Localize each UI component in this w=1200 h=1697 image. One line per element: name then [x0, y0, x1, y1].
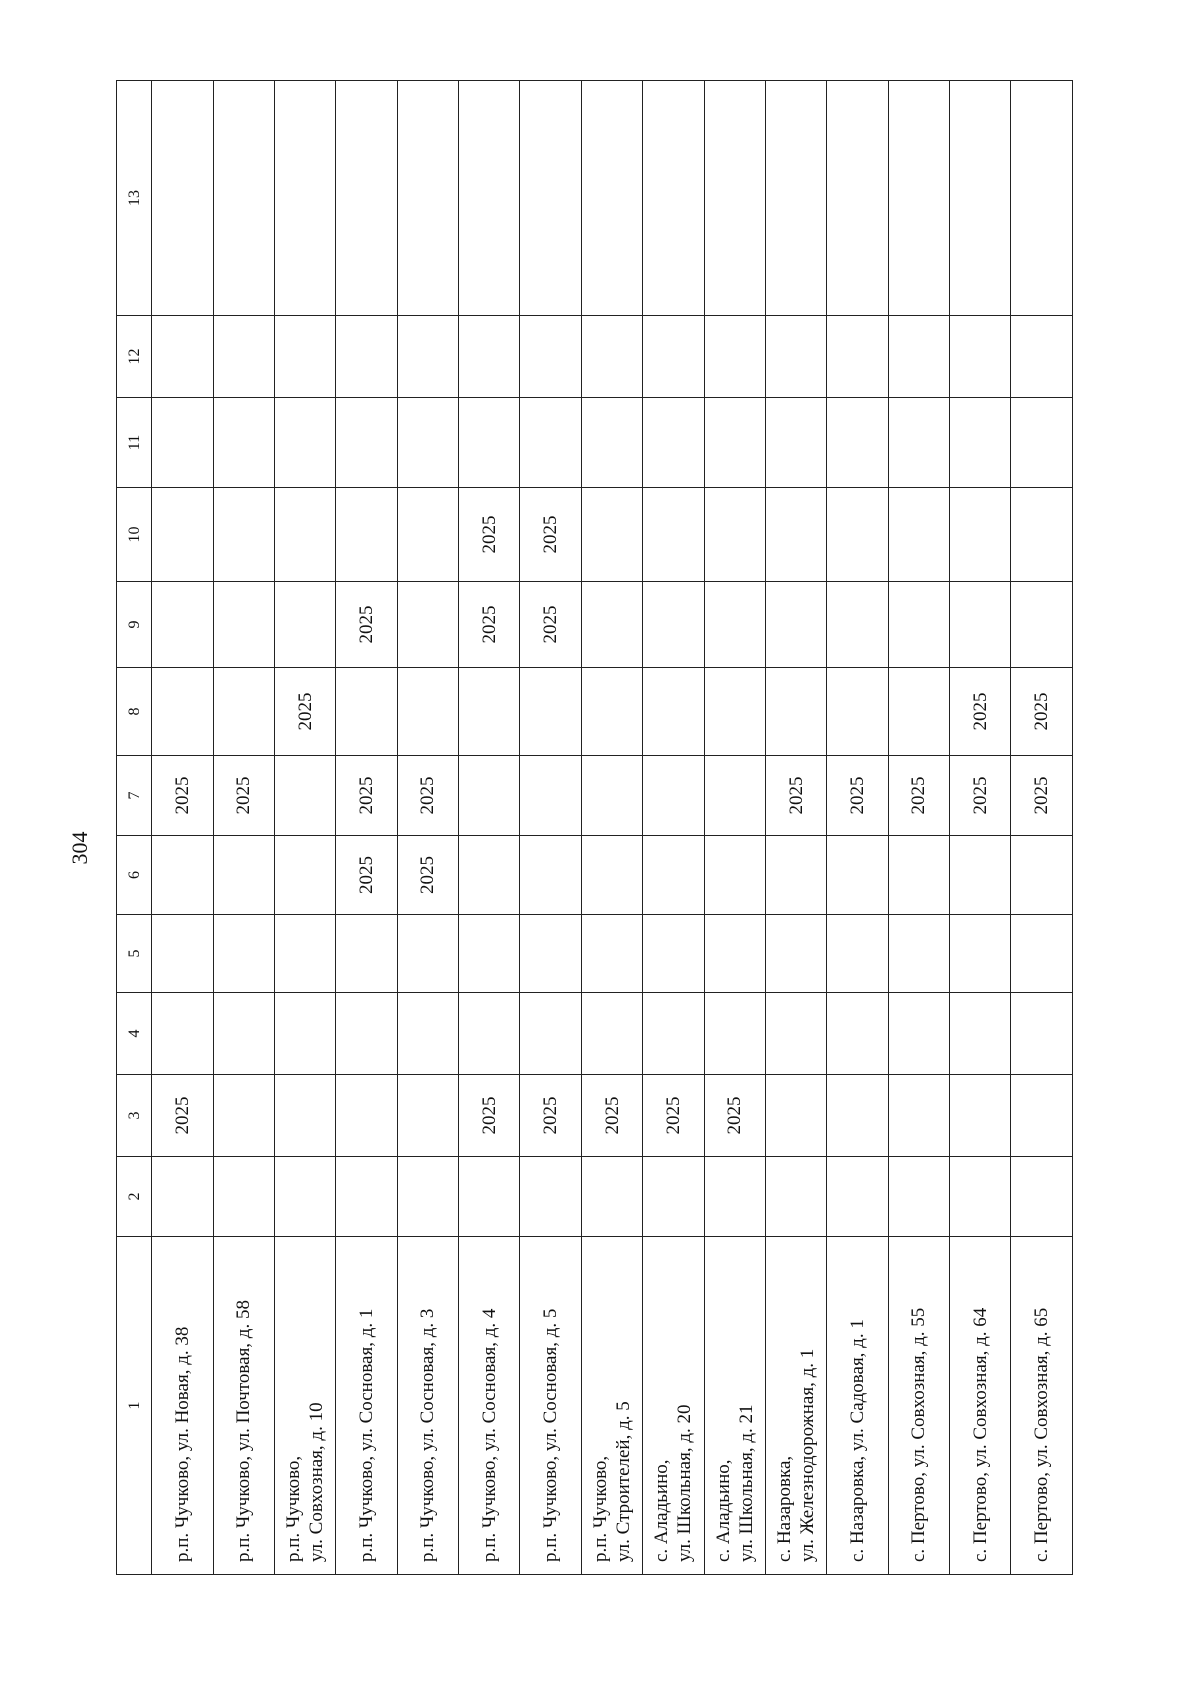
year-cell-col-2 [397, 1157, 458, 1237]
year-cell-col-10 [581, 488, 642, 582]
year-cell-col-2 [581, 1157, 642, 1237]
table-row [336, 81, 397, 1575]
column-number-2: 2 [117, 1157, 152, 1237]
year-cell-col-12 [397, 316, 458, 398]
header-row [117, 81, 152, 1575]
year-cell-col-6 [274, 836, 335, 915]
year-cell-col-4 [581, 993, 642, 1075]
year-cell-col-13 [520, 81, 581, 316]
year-cell-col-2 [765, 1157, 826, 1237]
year-cell-col-6 [643, 836, 704, 915]
year-cell-col-7 [581, 756, 642, 836]
address-cell: с. Пертово, ул. Совхозная, д. 55 [888, 1237, 949, 1575]
year-cell-col-11 [520, 398, 581, 488]
year-cell-col-13 [397, 81, 458, 316]
year-cell-col-9 [1011, 582, 1073, 668]
year-cell-col-7: 2025 [152, 756, 213, 836]
year-cell-col-6 [765, 836, 826, 915]
year-cell-col-8 [827, 668, 888, 756]
rotated-table-container [116, 101, 1073, 1575]
year-cell-col-9 [765, 582, 826, 668]
year-cell-col-10 [704, 488, 765, 582]
year-cell-col-9 [704, 582, 765, 668]
column-number-1: 1 [117, 1237, 152, 1575]
year-cell-col-7: 2025 [888, 756, 949, 836]
year-cell-col-9 [213, 582, 274, 668]
year-cell-col-9 [643, 582, 704, 668]
table-row [827, 81, 888, 1575]
year-cell-col-3 [765, 1075, 826, 1157]
year-cell-col-12 [581, 316, 642, 398]
column-number-12: 12 [117, 316, 152, 398]
year-cell-col-6 [581, 836, 642, 915]
column-number-8: 8 [117, 668, 152, 756]
year-cell-col-10 [643, 488, 704, 582]
year-cell-col-11 [888, 398, 949, 488]
year-cell-col-2 [213, 1157, 274, 1237]
year-cell-col-6 [520, 836, 581, 915]
year-cell-col-11 [827, 398, 888, 488]
year-cell-col-8 [152, 668, 213, 756]
year-cell-col-5 [520, 915, 581, 993]
year-cell-col-6: 2025 [397, 836, 458, 915]
year-cell-col-8: 2025 [950, 668, 1011, 756]
year-cell-col-13 [1011, 81, 1073, 316]
year-cell-col-11 [397, 398, 458, 488]
column-number-3: 3 [117, 1075, 152, 1157]
year-cell-col-10 [213, 488, 274, 582]
year-cell-col-12 [888, 316, 949, 398]
year-cell-col-5 [827, 915, 888, 993]
column-number-13: 13 [117, 81, 152, 316]
column-number-11: 11 [117, 398, 152, 488]
year-cell-col-7: 2025 [336, 756, 397, 836]
year-cell-col-5 [274, 915, 335, 993]
year-cell-col-10 [397, 488, 458, 582]
year-cell-col-4 [459, 993, 520, 1075]
year-cell-col-7: 2025 [827, 756, 888, 836]
table-row [950, 81, 1011, 1575]
year-cell-col-4 [765, 993, 826, 1075]
year-cell-col-11 [336, 398, 397, 488]
year-cell-col-6 [950, 836, 1011, 915]
table-row [765, 81, 826, 1575]
year-cell-col-9 [950, 582, 1011, 668]
year-cell-col-6 [888, 836, 949, 915]
table-row [643, 81, 704, 1575]
address-cell: р.п. Чучково, ул. Почтовая, д. 58 [213, 1237, 274, 1575]
address-cell: с. Назаровка, ул. Железнодорожная, д. 1 [765, 1237, 826, 1575]
year-cell-col-10 [1011, 488, 1073, 582]
year-cell-col-6 [152, 836, 213, 915]
table-row [581, 81, 642, 1575]
address-cell: р.п. Чучково, ул. Совхозная, д. 10 [274, 1237, 335, 1575]
address-cell: р.п. Чучково, ул. Сосновая, д. 5 [520, 1237, 581, 1575]
year-cell-col-9: 2025 [459, 582, 520, 668]
year-cell-col-6 [704, 836, 765, 915]
year-cell-col-2 [274, 1157, 335, 1237]
year-cell-col-2 [520, 1157, 581, 1237]
address-cell: с. Пертово, ул. Совхозная, д. 65 [1011, 1237, 1073, 1575]
year-cell-col-13 [888, 81, 949, 316]
year-cell-col-8 [459, 668, 520, 756]
year-cell-col-10: 2025 [459, 488, 520, 582]
address-cell: с. Пертово, ул. Совхозная, д. 64 [950, 1237, 1011, 1575]
year-cell-col-12 [1011, 316, 1073, 398]
year-cell-col-13 [336, 81, 397, 316]
address-cell: с. Назаровка, ул. Садовая, д. 1 [827, 1237, 888, 1575]
year-cell-col-11 [1011, 398, 1073, 488]
year-cell-col-2 [950, 1157, 1011, 1237]
table-frame [116, 101, 1073, 1575]
table-row [704, 81, 765, 1575]
year-cell-col-4 [274, 993, 335, 1075]
year-cell-col-11 [581, 398, 642, 488]
year-cell-col-11 [765, 398, 826, 488]
year-cell-col-11 [643, 398, 704, 488]
address-cell: с. Аладьино, ул. Школьная, д. 21 [704, 1237, 765, 1575]
year-cell-col-5 [643, 915, 704, 993]
year-cell-col-12 [950, 316, 1011, 398]
year-cell-col-2 [1011, 1157, 1073, 1237]
year-cell-col-13 [950, 81, 1011, 316]
year-cell-col-7 [704, 756, 765, 836]
year-cell-col-3: 2025 [152, 1075, 213, 1157]
year-cell-col-8 [336, 668, 397, 756]
year-cell-col-10 [336, 488, 397, 582]
year-cell-col-3: 2025 [520, 1075, 581, 1157]
year-cell-col-4 [888, 993, 949, 1075]
year-cell-col-8 [397, 668, 458, 756]
year-cell-col-3 [888, 1075, 949, 1157]
year-cell-col-7 [459, 756, 520, 836]
column-number-10: 10 [117, 488, 152, 582]
address-cell: р.п. Чучково, ул. Новая, д. 38 [152, 1237, 213, 1575]
year-cell-col-6 [459, 836, 520, 915]
year-cell-col-3 [950, 1075, 1011, 1157]
column-number-9: 9 [117, 582, 152, 668]
year-cell-col-12 [643, 316, 704, 398]
year-cell-col-13 [581, 81, 642, 316]
year-cell-col-7: 2025 [1011, 756, 1073, 836]
year-cell-col-4 [1011, 993, 1073, 1075]
year-cell-col-8 [704, 668, 765, 756]
column-number-4: 4 [117, 993, 152, 1075]
year-cell-col-13 [704, 81, 765, 316]
year-cell-col-9 [888, 582, 949, 668]
year-cell-col-3: 2025 [581, 1075, 642, 1157]
year-cell-col-5 [765, 915, 826, 993]
year-cell-col-2 [704, 1157, 765, 1237]
table-row [213, 81, 274, 1575]
year-cell-col-11 [704, 398, 765, 488]
year-cell-col-4 [950, 993, 1011, 1075]
year-cell-col-3 [397, 1075, 458, 1157]
year-cell-col-12 [459, 316, 520, 398]
year-cell-col-13 [459, 81, 520, 316]
table-row [459, 81, 520, 1575]
year-cell-col-10: 2025 [520, 488, 581, 582]
column-number-6: 6 [117, 836, 152, 915]
year-cell-col-12 [152, 316, 213, 398]
year-cell-col-5 [152, 915, 213, 993]
year-cell-col-10 [950, 488, 1011, 582]
year-cell-col-10 [274, 488, 335, 582]
year-cell-col-12 [336, 316, 397, 398]
year-cell-col-13 [765, 81, 826, 316]
year-cell-col-5 [1011, 915, 1073, 993]
year-cell-col-3: 2025 [459, 1075, 520, 1157]
year-cell-col-4 [704, 993, 765, 1075]
year-cell-col-4 [520, 993, 581, 1075]
year-cell-col-8 [888, 668, 949, 756]
year-cell-col-9 [274, 582, 335, 668]
year-cell-col-5 [336, 915, 397, 993]
year-cell-col-8 [213, 668, 274, 756]
year-cell-col-7: 2025 [765, 756, 826, 836]
table-row [274, 81, 335, 1575]
year-cell-col-2 [336, 1157, 397, 1237]
year-cell-col-7 [520, 756, 581, 836]
year-cell-col-10 [827, 488, 888, 582]
year-cell-col-2 [643, 1157, 704, 1237]
year-cell-col-7: 2025 [213, 756, 274, 836]
year-cell-col-8 [581, 668, 642, 756]
column-number-5: 5 [117, 915, 152, 993]
year-cell-col-12 [765, 316, 826, 398]
year-cell-col-2 [152, 1157, 213, 1237]
year-cell-col-6 [1011, 836, 1073, 915]
column-number-7: 7 [117, 756, 152, 836]
year-cell-col-4 [336, 993, 397, 1075]
year-cell-col-4 [643, 993, 704, 1075]
year-cell-col-12 [213, 316, 274, 398]
year-cell-col-7: 2025 [950, 756, 1011, 836]
address-cell: с. Аладьино, ул. Школьная, д. 20 [643, 1237, 704, 1575]
table-row [397, 81, 458, 1575]
table-row [888, 81, 949, 1575]
year-cell-col-13 [827, 81, 888, 316]
year-cell-col-12 [704, 316, 765, 398]
year-cell-col-12 [274, 316, 335, 398]
year-cell-col-3: 2025 [643, 1075, 704, 1157]
year-cell-col-12 [520, 316, 581, 398]
year-cell-col-13 [643, 81, 704, 316]
year-cell-col-3 [827, 1075, 888, 1157]
year-cell-col-7 [274, 756, 335, 836]
year-cell-col-9: 2025 [520, 582, 581, 668]
year-cell-col-8 [643, 668, 704, 756]
year-cell-col-4 [827, 993, 888, 1075]
year-cell-col-3 [336, 1075, 397, 1157]
year-cell-col-11 [152, 398, 213, 488]
year-cell-col-2 [888, 1157, 949, 1237]
year-cell-col-2 [459, 1157, 520, 1237]
year-cell-col-10 [888, 488, 949, 582]
year-cell-col-13 [213, 81, 274, 316]
year-cell-col-5 [459, 915, 520, 993]
year-cell-col-5 [581, 915, 642, 993]
year-cell-col-9 [397, 582, 458, 668]
year-cell-col-8: 2025 [274, 668, 335, 756]
year-cell-col-5 [704, 915, 765, 993]
year-cell-col-6 [213, 836, 274, 915]
year-cell-col-7: 2025 [397, 756, 458, 836]
address-cell: р.п. Чучково, ул. Сосновая, д. 3 [397, 1237, 458, 1575]
year-cell-col-4 [397, 993, 458, 1075]
year-cell-col-13 [274, 81, 335, 316]
year-cell-col-4 [152, 993, 213, 1075]
year-cell-col-11 [274, 398, 335, 488]
year-cell-col-3 [213, 1075, 274, 1157]
year-cell-col-13 [152, 81, 213, 316]
year-cell-col-9 [827, 582, 888, 668]
year-cell-col-6 [827, 836, 888, 915]
year-cell-col-12 [827, 316, 888, 398]
year-cell-col-4 [213, 993, 274, 1075]
year-cell-col-9 [581, 582, 642, 668]
year-cell-col-5 [950, 915, 1011, 993]
year-cell-col-9 [152, 582, 213, 668]
year-cell-col-8 [520, 668, 581, 756]
year-cell-col-8 [765, 668, 826, 756]
year-cell-col-9: 2025 [336, 582, 397, 668]
year-cell-col-8: 2025 [1011, 668, 1073, 756]
year-cell-col-3 [1011, 1075, 1073, 1157]
year-cell-col-3 [274, 1075, 335, 1157]
year-cell-col-7 [643, 756, 704, 836]
address-cell: р.п. Чучково, ул. Сосновая, д. 1 [336, 1237, 397, 1575]
address-cell: р.п. Чучково, ул. Сосновая, д. 4 [459, 1237, 520, 1575]
year-cell-col-11 [459, 398, 520, 488]
page-number: 304 [67, 831, 92, 865]
year-cell-col-6: 2025 [336, 836, 397, 915]
table-row [520, 81, 581, 1575]
year-cell-col-5 [888, 915, 949, 993]
year-cell-col-3: 2025 [704, 1075, 765, 1157]
schedule-table [116, 80, 1073, 1575]
year-cell-col-11 [213, 398, 274, 488]
year-cell-col-10 [765, 488, 826, 582]
address-cell: р.п. Чучково, ул. Строителей, д. 5 [581, 1237, 642, 1575]
year-cell-col-11 [950, 398, 1011, 488]
year-cell-col-5 [397, 915, 458, 993]
year-cell-col-2 [827, 1157, 888, 1237]
year-cell-col-5 [213, 915, 274, 993]
table-row [152, 81, 213, 1575]
year-cell-col-10 [152, 488, 213, 582]
table-row [1011, 81, 1073, 1575]
